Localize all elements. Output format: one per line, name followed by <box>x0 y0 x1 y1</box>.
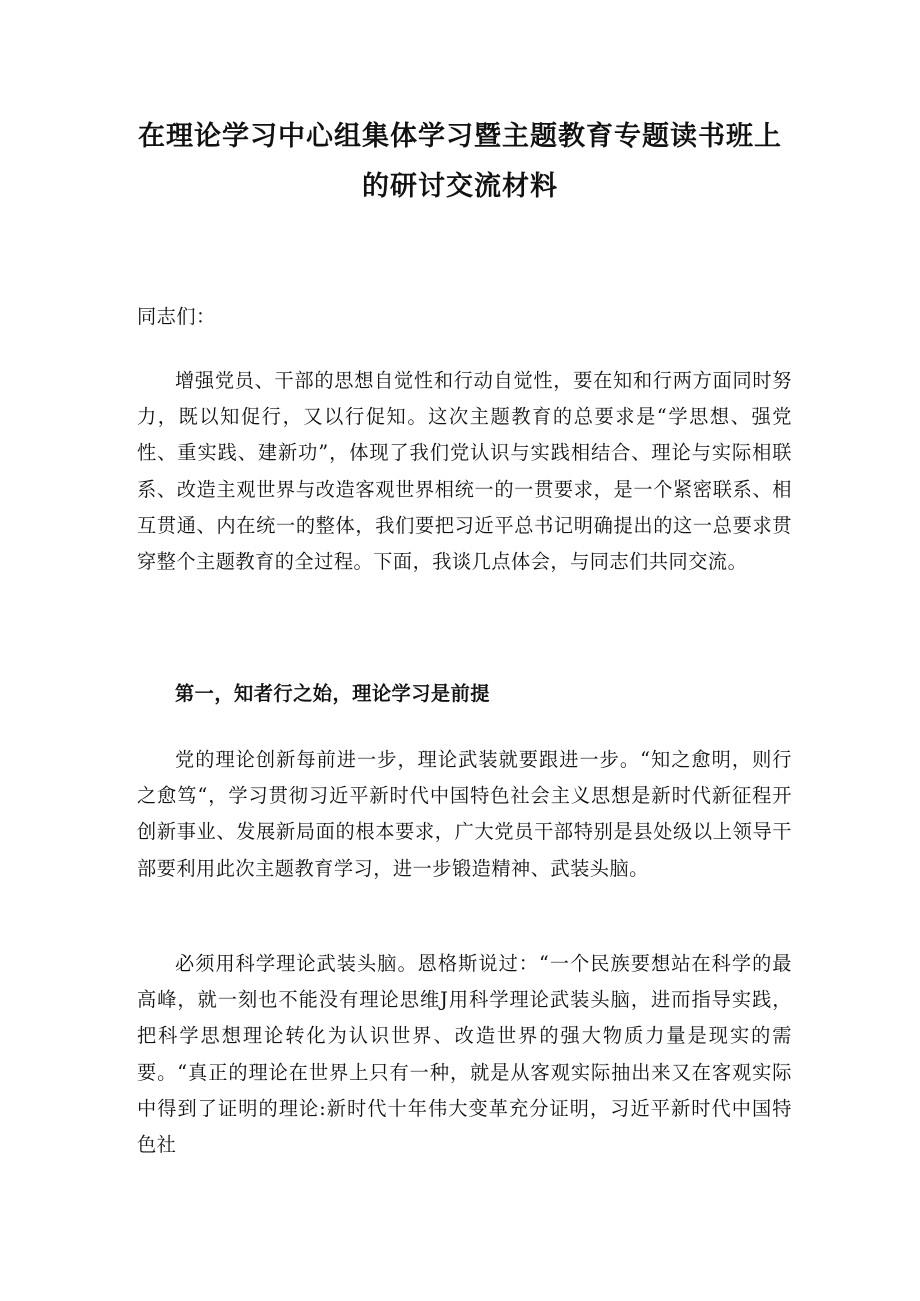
section-heading-1: 第一，知者行之始，理论学习是前提 <box>175 682 490 705</box>
title-line-2: 的研讨交流材料 <box>362 171 558 202</box>
salutation: 同志们： <box>137 305 216 328</box>
paragraph-3: 必须用科学理论武装头脑。恩格斯说过：“一个民族要想站在科学的最高峰，就一刻也不能没有理论思维J用科学理论武装头脑，进而指导实践，把科学思想理论转化为认识世界、改造世界的强大物质力量是现实的需要。“真正的理论在世界上只有一种，就是从客观实际抽出来又在客观实际中得到了证明的理论:新时代十年伟大变革充分证明，习近平新时代中国特色社 <box>137 952 792 1157</box>
document-title <box>120 112 800 212</box>
paragraph-2: 党的理论创新每前进一步，理论武装就要跟进一步。“知之愈明，则行之愈笃“，学习贯彻习近平新时代中国特色社会主义思想是新时代新征程开创新事业、发展新局面的根本要求，广大党员干部特别是县处级以上领导干部要利用此次主题教育学习，进一步锻造精神、武装头脑。 <box>137 748 792 880</box>
paragraph-intro: 增强党员、干部的思想自觉性和行动自觉性，要在知和行两方面同时努力，既以知促行，又以行促知。这次主题教育的总要求是“学思想、强党性、重实践、建新功”，体现了我们党认识与实践相结合、理论与实际相联系、改造主观世界与改造客观世界相统一的一贯要求，是一个紧密联系、相互贯通、内在统一的整体，我们要把习近平总书记明确提出的这一总要求贯穿整个主题教育的全过程。下面，我谈几点体会，与同志们共同交流。 <box>137 369 792 574</box>
title-line-1: 在理论学习中心组集体学习暨主题教育专题读书班上 <box>138 121 782 152</box>
